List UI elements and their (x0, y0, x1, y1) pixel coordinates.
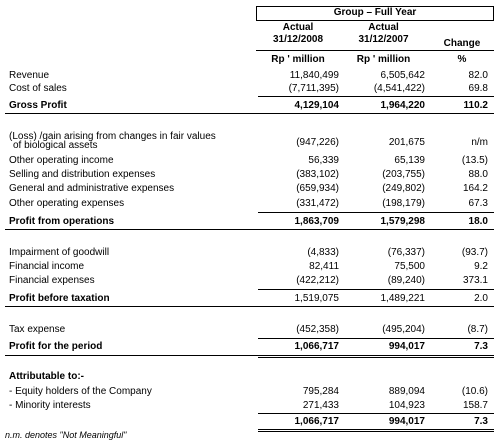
cell-change: 7.3 (474, 341, 488, 352)
table-row (0, 137, 498, 152)
cell-2007: 1,489,221 (380, 293, 425, 304)
cell-2008: 271,433 (302, 400, 339, 411)
cell-2007: 65,139 (394, 155, 425, 166)
cell-2007: 889,094 (388, 386, 425, 397)
cell-2007: (89,240) (387, 275, 425, 286)
subtotal-rule (258, 338, 494, 339)
subtotal-rule (258, 413, 494, 414)
row-label: Attributable to:- (9, 371, 84, 382)
group-header-title: Group – Full Year (333, 7, 417, 18)
cell-2007: (203,755) (382, 169, 425, 180)
col-change-header: Change (443, 38, 481, 49)
cell-2007: 994,017 (388, 341, 425, 352)
section-rule (5, 229, 494, 230)
cell-change: 373.1 (462, 275, 488, 286)
row-label: Revenue (9, 70, 50, 81)
col-2008-header-unit: Rp ' million (271, 54, 325, 65)
header-underline (256, 50, 494, 51)
table-row (0, 155, 498, 167)
cell-change: (93.7) (461, 247, 488, 258)
col-2008-header-line1: Actual (282, 22, 314, 33)
table-row (0, 169, 498, 181)
cell-2007: (76,337) (387, 247, 425, 258)
col-2008-header-line2: 31/12/2008 (272, 34, 324, 45)
cell-change: (8.7) (467, 324, 488, 335)
cell-change: 82.0 (468, 70, 488, 81)
table-row-total (0, 293, 498, 305)
cell-2008: (4,833) (307, 247, 339, 258)
subtotal-rule (258, 212, 494, 213)
cell-change: 158.7 (462, 400, 488, 411)
cell-change: 2.0 (474, 293, 488, 304)
table-row (0, 400, 498, 412)
cell-2007: 1,579,298 (380, 216, 425, 227)
cell-2007: 6,505,642 (380, 70, 425, 81)
col-change-header-unit: % (457, 54, 467, 65)
row-label: Financial expenses (9, 275, 95, 286)
row-label: Profit before taxation (9, 293, 110, 304)
cell-change: 18.0 (468, 216, 488, 227)
cell-change: 110.2 (463, 100, 488, 111)
cell-change: 7.3 (474, 416, 488, 427)
cell-2008: (659,934) (296, 183, 339, 194)
table-row (0, 261, 498, 273)
table-row (0, 371, 498, 383)
section-rule (5, 113, 494, 114)
cell-2008: (383,102) (296, 169, 339, 180)
cell-2008: 795,284 (302, 386, 339, 397)
row-label: - Minority interests (9, 400, 91, 411)
cell-2007: (495,204) (382, 324, 425, 335)
col-2007-header-line1: Actual (368, 22, 399, 33)
table-row (0, 275, 498, 287)
cell-2008: 11,840,499 (289, 70, 339, 81)
row-label-continued: of biological assets (13, 140, 98, 151)
row-label: Other operating income (9, 155, 114, 166)
cell-change: n/m (471, 137, 488, 148)
table-row-total (0, 100, 498, 112)
table-row (0, 247, 498, 259)
row-label: Tax expense (9, 324, 66, 335)
row-label: General and administrative expenses (9, 183, 175, 194)
cell-2008: 1,519,075 (294, 293, 339, 304)
double-rule (258, 357, 494, 358)
cell-change: 88.0 (468, 169, 488, 180)
table-row-total (0, 216, 498, 228)
double-rule (258, 431, 494, 432)
cell-2008: 1,066,717 (294, 341, 339, 352)
cell-change: 164.2 (462, 183, 488, 194)
col-2007-header-unit: Rp ' million (356, 54, 411, 65)
table-row (0, 183, 498, 195)
table-row (0, 386, 498, 398)
row-label: Other operating expenses (9, 198, 125, 209)
cell-2007: (249,802) (382, 183, 425, 194)
table-row-total (0, 341, 498, 353)
cell-2008: (452,358) (296, 324, 339, 335)
cell-2008: (947,226) (296, 137, 339, 148)
subtotal-rule (258, 96, 494, 97)
table-row (0, 70, 498, 82)
subtotal-rule (258, 289, 494, 290)
cell-2008: (422,212) (296, 275, 339, 286)
row-label: (Loss) /gain arising from changes in fair values (9, 131, 216, 142)
row-label: Profit for the period (9, 341, 103, 352)
cell-2007: 75,500 (394, 261, 425, 272)
cell-2008: (331,472) (296, 198, 339, 209)
cell-2007: 104,923 (388, 400, 425, 411)
cell-2008: 82,411 (309, 261, 339, 272)
row-label: - Equity holders of the Company (9, 386, 152, 397)
row-label: Profit from operations (9, 216, 115, 227)
row-label: Financial income (9, 261, 85, 272)
cell-2007: (4,541,422) (373, 83, 425, 94)
table-row-total (0, 416, 498, 428)
section-rule (5, 355, 494, 356)
cell-change: (10.6) (461, 386, 488, 397)
cell-change: 69.8 (468, 83, 488, 94)
row-label: Gross Profit (9, 100, 67, 111)
col-2007-header-line2: 31/12/2007 (358, 34, 409, 45)
table-row (0, 83, 498, 95)
row-label: Cost of sales (9, 83, 67, 94)
cell-2007: 1,964,220 (380, 100, 425, 111)
table-row (0, 324, 498, 336)
cell-2008: 1,066,717 (294, 416, 339, 427)
cell-2007: (198,179) (382, 198, 425, 209)
cell-change: 9.2 (474, 261, 488, 272)
cell-2008: (7,711,395) (288, 83, 339, 94)
cell-change: (13.5) (461, 155, 488, 166)
section-rule (5, 306, 494, 307)
cell-2007: 201,675 (388, 137, 425, 148)
cell-2008: 56,339 (308, 155, 339, 166)
cell-change: 67.3 (468, 198, 488, 209)
cell-2007: 994,017 (388, 416, 425, 427)
table-row (0, 198, 498, 210)
cell-2008: 4,129,104 (294, 100, 339, 111)
double-rule (258, 429, 494, 430)
row-label: Selling and distribution expenses (9, 169, 156, 180)
footnote: n.m. denotes "Not Meaningful" (5, 430, 127, 440)
cell-2008: 1,863,709 (294, 216, 339, 227)
row-label: Impairment of goodwill (9, 247, 110, 258)
